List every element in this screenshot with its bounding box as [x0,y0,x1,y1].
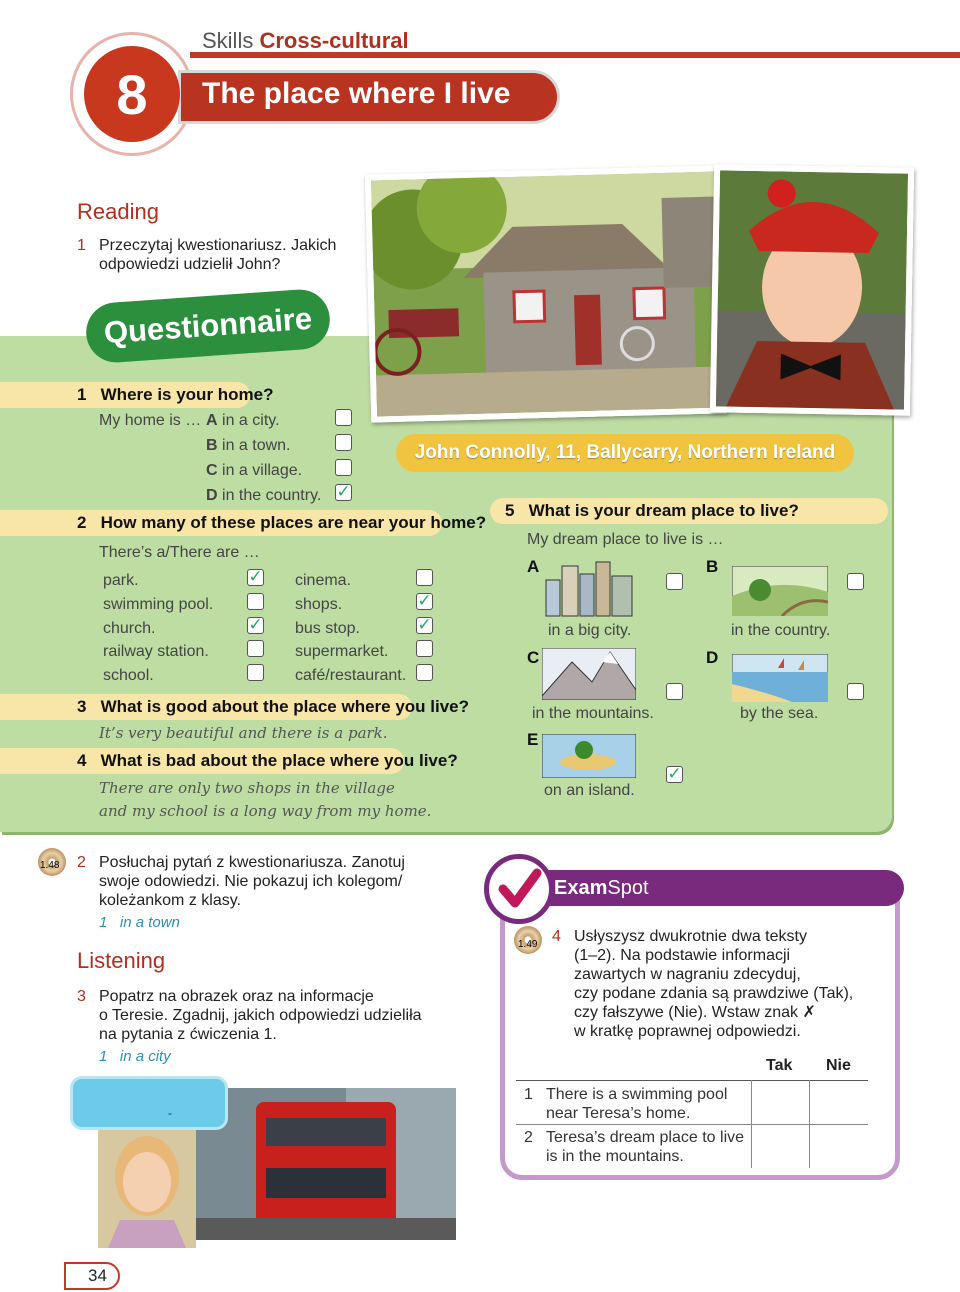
q2-item-park: park. [103,572,139,589]
q5-letter-c: C [527,648,540,667]
q5-letter-b: B [706,557,719,576]
q5-option-c: in the mountains. [532,705,654,722]
unit-number: 8 [84,46,180,142]
checkbox-q5-d[interactable] [847,683,864,700]
big-city-illustration [542,560,636,618]
question-2: 2 How many of these places are near your home? [77,513,487,532]
question-5: 5 What is your dream place to live? [505,501,799,520]
checkbox-swimming-pool[interactable] [247,593,264,610]
checkbox-bus-stop[interactable] [416,617,433,634]
reading-heading: Reading [77,199,159,224]
island-illustration [542,734,636,778]
check-icon: ✓ [417,615,432,634]
q1-stem: My home is … [99,412,202,429]
exam-spot-header: ExamSpot [546,870,904,906]
q3-answer: It’s very beautiful and there is a park. [99,724,388,742]
q5-letter-d: D [706,648,719,667]
q4-answer-line1: There are only two shops in the village [99,779,395,797]
q1-option-b: B in a town. [206,437,291,454]
listening-heading: Listening [77,948,166,973]
table-row-2: 2 Teresa’s dream place to live is in the mountains. [524,1129,745,1165]
col-header-tak: Tak [766,1057,793,1074]
checkbox-q1-a[interactable] [335,409,352,426]
q2-item-cafe: café/restaurant. [295,667,407,684]
q5-option-b: in the country. [731,622,831,639]
checkbox-cinema[interactable] [416,569,433,586]
exam-spot-badge [484,854,554,924]
check-icon: ✓ [336,482,351,501]
answer-cell-2-nie[interactable] [810,1125,868,1167]
q5-option-a: in a big city. [548,622,632,639]
questionnaire-title: Questionnaire [84,288,332,365]
q2-item-supermarket: supermarket. [295,643,389,660]
q2-item-shops: shops. [295,596,343,613]
q2-item-bus-stop: bus stop. [295,620,360,637]
page-number: 34 [64,1262,120,1290]
check-icon: ✓ [248,615,263,634]
checkbox-school[interactable] [247,664,264,681]
checkbox-q5-b[interactable] [847,573,864,590]
checkbox-park[interactable] [247,569,264,586]
question-3: 3 What is good about the place where you live? [77,697,470,716]
checkbox-q1-d[interactable] [335,484,352,501]
cottage-photo [365,165,727,422]
mountains-illustration [542,648,636,700]
checkbox-q1-c[interactable] [335,459,352,476]
q2-item-railway-station: railway station. [103,643,209,660]
q1-option-d: D in the country. [206,487,322,504]
q1-option-a: A in a city. [206,412,280,429]
checkbox-shops[interactable] [416,593,433,610]
check-icon: ✓ [248,567,263,586]
name-banner: John Connolly, 11, Ballycarry, Northern Ireland [396,434,854,472]
q2-item-swimming-pool: swimming pool. [103,596,214,613]
q5-letter-a: A [527,557,540,576]
q2-item-school: school. [103,667,154,684]
check-icon: ✓ [667,764,682,783]
question-1: 1 Where is your home? [77,385,274,404]
q2-item-church: church. [103,620,156,637]
q5-stem: My dream place to live is … [527,531,724,548]
checkbox-q5-e[interactable] [666,766,683,783]
q5-option-e: on an island. [544,782,635,799]
task-2-example: 1 in a town [99,914,180,931]
reading-task: 1 Przeczytaj kwestionariusz. Jakich odpowiedzi udzielił John? [77,237,337,273]
checkbox-cafe[interactable] [416,664,433,681]
checkbox-church[interactable] [247,617,264,634]
answer-cell-2-tak[interactable] [752,1125,808,1167]
answer-cell-1-nie[interactable] [810,1081,868,1123]
info-card-dash: - [168,1106,172,1120]
audio-track-148: 1.48 [40,860,60,871]
check-icon: ✓ [417,591,432,610]
girl-photo [98,1120,196,1248]
q5-option-d: by the sea. [740,705,819,722]
checkbox-railway-station[interactable] [247,640,264,657]
checkbox-supermarket[interactable] [416,640,433,657]
checkmark-icon [489,859,549,919]
audio-track-149: 1.49 [518,939,538,950]
task-4: 4 Usłyszysz dwukrotnie dwa teksty (1–2). Na podstawie informacji zawartych w nagraniu zdecyduj, czy podane zdania są prawdziwe (Tak), czy fałszywe (Nie). Wstaw znak ✗ w kratkę poprawnej odpowiedzi. [552,928,854,1040]
task-2: 2 Posłuchaj pytań z kwestionariusza. Zanotuj swoje odowiedzi. Nie pokazuj ich kolegom/ koleżankom z klasy. [77,854,405,909]
sea-illustration [732,654,828,702]
q4-answer-line2: and my school is a long way from my home. [99,802,432,820]
boy-photo [710,164,914,415]
q1-option-c: C in a village. [206,462,303,479]
skills-label: Skills Cross-cultural [202,28,409,53]
q2-stem: There’s a/There are … [99,544,260,561]
checkbox-q5-a[interactable] [666,573,683,590]
question-4: 4 What is bad about the place where you live? [77,751,458,770]
checkbox-q1-b[interactable] [335,434,352,451]
countryside-illustration [732,566,828,616]
task-3-example: 1 in a city [99,1048,171,1065]
checkbox-q5-c[interactable] [666,683,683,700]
page-title: The place where I live [202,77,511,110]
col-header-nie: Nie [826,1057,851,1074]
task-3: 3 Popatrz na obrazek oraz na informacje o Teresie. Zgadnij, jakich odpowiedzi udzieliła na pytania z ćwiczenia 1. [77,988,422,1043]
q5-letter-e: E [527,730,539,749]
teresa-info-card [70,1076,228,1130]
answer-cell-1-tak[interactable] [752,1081,808,1123]
bus-photo [196,1088,456,1240]
q2-item-cinema: cinema. [295,572,352,589]
table-row-1: 1 There is a swimming pool near Teresa’s home. [524,1086,728,1122]
